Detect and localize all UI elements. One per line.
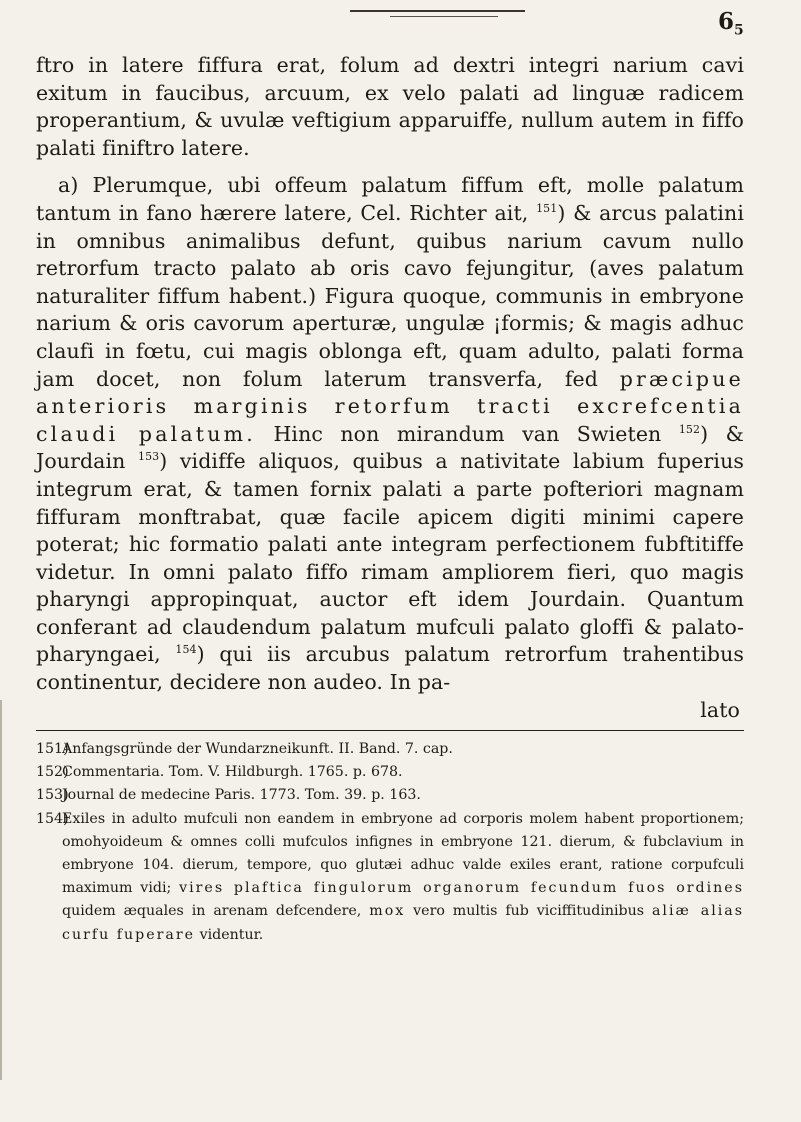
footnote-ref: 154 — [175, 643, 197, 657]
footnote-151: 151)Anfangsgründe der Wundarzneikunft. II. Band. 7. cap. — [36, 741, 453, 757]
emphasized-text: præcipue anterioris marginis retorfum tracti excrefcentia claudi palatum. — [36, 366, 744, 446]
footnote-154: 154)Exiles in adulto mufculi non eandem in embryone ad corporis molem habent proportionem; omohyoideum & omnes colli mufculos infignes in embryone 121. dierum, & fubclavium in embryone 104. dierum, tempore, quo glutæi adhuc valde exiles erant, ratione corpufculi maximum vidi; vires plaftica fingulorum organorum fecundum fuos ordines quidem æquales in arenam defcendere, mox vero multis fub viciffitudinibus aliæ alias curfu fuperare videntur. — [36, 810, 745, 943]
footnotes — [36, 738, 744, 947]
main-text — [36, 52, 744, 724]
footnote-153: 153)Journal de medecine Paris. 1773. Tom. 39. p. 163. — [36, 787, 421, 804]
header-rule-secondary — [390, 16, 498, 17]
paragraph-continuation: ftro in latere fiffura erat, folum ad dextri integri narium cavi exitum in faucibus, arcuum, ex velo palati ad linguæ radicem properantium, & uvulæ veftigium apparuiffe, nullum autem in fiffo palati finiftro latere. — [36, 53, 744, 160]
binding-edge — [0, 700, 2, 1080]
catchword: lato — [700, 697, 740, 722]
footnote-ref: 152 — [678, 422, 701, 436]
page-number: $6_5$ — [718, 8, 744, 39]
footnote-ref: 153 — [137, 450, 160, 464]
footnote-divider — [36, 730, 744, 731]
footnote-152: 152)Commentaria. Tom. V. Hildburgh. 1765. p. 678. — [36, 764, 403, 781]
footnote-ref: 151 — [536, 202, 558, 216]
header-rule — [350, 10, 525, 12]
paragraph-a: a) Plerumque, ubi offeum palatum fiffum eft, molle palatum tantum in fano hærere latere, Cel. Richter ait, $^{151}$) & arcus palatini in omnibus animalibus defunt, quibus narium cavum nullo retrorfum tracto palato ab oris cavo fejungitur, (aves palatum naturaliter fiffum habent.) Figura quoque, communis in embryone narium & oris cavorum aperturæ, ungulæ ¡formis; & magis adhuc claufi in fœtu, cui magis oblonga eft, quam adulto, palati forma jam docet, non folum laterum transverfa, fed præcipue anterioris marginis retorfum tracti excrefcentia claudi palatum. Hinc non mirandum van Swieten $^{152}$) & Jourdain $^{153}$) vidiffe aliquos, quibus a nativitate labium fuperius integrum erat, & tamen fornix palati a parte pofteriori magnam fiffuram monftrabat, quæ facile apicem digiti minimi capere poterat; hic formatio palati ante integram perfectionem fubftitiffe videtur. In omni palato fiffo rimam ampliorem fieri, quo magis pharyngi appropinquat, auctor eft idem Jourdain. Quantum conferant ad claudendum palatum mufculi palato gloffi & palato-pharyngaei, $^{154}$) qui iis arcubus palatum retrorfum trahentibus continentur, decidere non audeo. In pa- lato — [36, 172, 744, 724]
